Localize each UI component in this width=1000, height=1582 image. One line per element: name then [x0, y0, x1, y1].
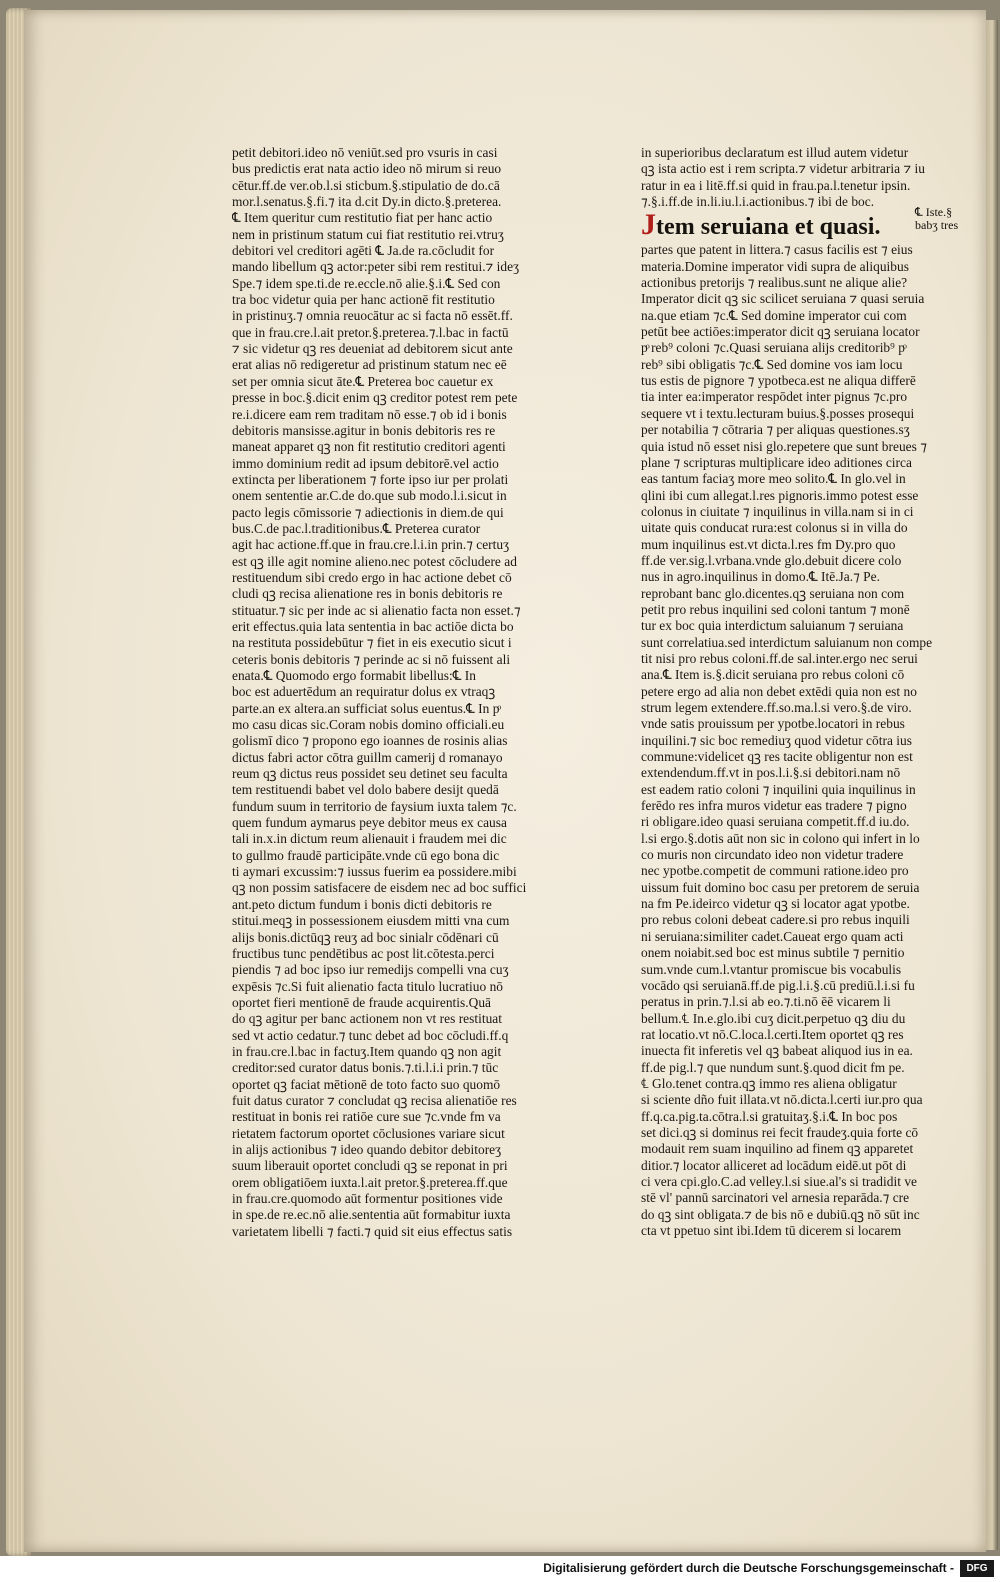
text-line: tur ex boc quia interdictum saluianum ⁊ seruiana	[641, 618, 904, 634]
text-line: fructibus tunc pendētibus ac post lit.cōtesta.perci	[232, 945, 495, 961]
text-line: sum.vnde cum.l.vtantur promiscue bis vocabulis	[641, 961, 902, 977]
text-line: tit nisi pro rebus coloni.ff.de sal.inter.ergo nec serui	[641, 650, 918, 666]
text-line: pacto legis cōmissorie ⁊ adiectionis in diem.de qui	[232, 504, 504, 520]
text-line: ff.de pig.l.⁊ que nundum sunt.§.quod dicit fm pe.	[641, 1059, 905, 1075]
text-line: mor.l.senatus.§.fi.⁊ ita d.cit Dy.in dicto.§.preterea.	[232, 194, 502, 210]
text-line: commune:videlicet qꝫ res tacite obligentur non est	[641, 749, 913, 765]
dfg-logo: DFG	[960, 1560, 994, 1577]
text-line: restituendum sibi credo ergo in hac actione debet cō	[232, 569, 512, 585]
text-line: bellum.℄ In.e.glo.ibi cuʒ dicit.perpetuo qꝫ diu du	[641, 1010, 906, 1026]
text-line: colonus in ciuitate ⁊ inquilinus in villa.nam si in ci	[641, 503, 914, 519]
text-line: pro rebus coloni debeat cadere.si pro rebus inquili	[641, 912, 910, 928]
text-line: petūt bee actiōes:imperator dicit qꝫ seruiana locator	[641, 324, 920, 340]
text-line: presse in boc.§.dicit enim qꝫ creditor potest rem pete	[232, 390, 518, 406]
text-line: plane ⁊ scripturas multiplicare ideo aditiones circa	[641, 454, 912, 470]
text-line: inuecta fit inferetis vel qꝫ babeat aliquod ius in ea.	[641, 1043, 913, 1059]
text-line: piendis ⁊ ad boc ipso iur remedijs compelli vna cuʒ	[232, 962, 509, 978]
text-line: qlini ibi cum allegat.l.res pignoris.immo potest esse	[641, 487, 919, 503]
text-line: ratur in ea i litē.ff.si quid in frau.pa.l.tenetur ipsin.	[641, 177, 911, 193]
text-line: si sciente dño fuit illata.vt nō.dicta.l.certi iur.pro qua	[641, 1092, 923, 1108]
text-line: tia inter ea:imperator respōdet inter pignus ⁊c.pro	[641, 389, 908, 405]
text-line: alijs bonis.dictūqꝫ reuʒ ad boc sinialr cōdēnari cū	[232, 929, 499, 945]
text-line: ri obligare.ideo quasi seruiana competit.ff.d iu.do.	[641, 814, 910, 830]
text-line: mum inquilinus est.vt dicta.l.res fm Dy.pro quo	[641, 536, 896, 552]
text-line: per notabilia ⁊ cōtraria ⁊ per aliquas questiones.sʒ	[641, 422, 910, 438]
text-line: rietatem factorum oportet cōclusiones variare sicut	[232, 1125, 505, 1141]
text-line: est eadem ratio coloni ⁊ inquilini quia inquilinus in	[641, 781, 916, 797]
text-line: ceteris bonis debitoris ⁊ perinde ac si nō fuissent ali	[232, 651, 511, 667]
text-line: ant.peto dictum fundum i bonis dicti debitoris re	[232, 896, 492, 912]
text-line: co muris non circundato ideo non videtur tradere	[641, 847, 904, 863]
text-line: sequere vt i textu.lecturam buius.§.posses prosequi	[641, 405, 915, 421]
heading-text: tem seruiana et quasi.	[656, 214, 881, 241]
book-right-edge	[984, 20, 998, 1550]
section-heading	[641, 205, 963, 242]
text-line: sunt correlatiua.sed interdictum saluianum non compe	[641, 634, 933, 650]
text-line: ferēdo res infra muros videtur eas tradere ⁊ pigno	[641, 798, 907, 814]
text-line: erit effectus.quia lata sententia in bac actiōe dicta bo	[232, 618, 514, 634]
text-line: qꝫ non possim satisfacere de eisdem nec ad boc suffici	[232, 880, 527, 896]
text-line: tali in.x.in dictum reum alienauit i fraudem mei dic	[232, 831, 507, 847]
text-line: na fm Pe.ideirco videtur qꝫ si locator agat ypotbe.	[641, 896, 910, 912]
text-line: ci vera cpi.glo.C.ad velley.l.si siue.al's si tradidit ve	[641, 1173, 918, 1189]
text-line: vocādo qsi seruianā.ff.de pig.l.i.§.cū prediū.l.i.si fu	[641, 977, 915, 993]
text-line: do qꝫ agitur per banc actionem non vt res restituat	[232, 1011, 503, 1027]
text-line: eas tantum faciaʒ more meo solito.℄ In glo.vel in	[641, 471, 906, 487]
text-line: orem obligatiōem iuxta.l.ait pretor.§.preterea.ff.que	[232, 1174, 508, 1190]
text-line: Spe.⁊ idem spe.ti.de re.eccle.nō alie.§.i.℄ Sed con	[232, 275, 501, 291]
text-line: do qꝫ sint obligata.⁊ de bis nō e dubiū.qꝫ nō sūt inc	[641, 1206, 920, 1222]
text-line: in frau.cre.l.bac in factuʒ.Item quando qꝫ non agit	[232, 1043, 502, 1059]
text-line: onem sententie ar.C.de do.que sub modo.l.i.sicut in	[232, 488, 507, 504]
text-line: onem noiabit.sed boc est minus subtile ⁊ pernitio	[641, 945, 905, 961]
text-line: re.i.dicere eam rem traditam nō esse.⁊ ob id i bonis	[232, 406, 507, 422]
text-line: stituatur.⁊ sic per inde ac si alienatio facta non esset.⁊	[232, 602, 521, 618]
text-line: suum liberauit oportet concludi qꝫ se reponat in pri	[232, 1158, 508, 1174]
text-line: extendendum.ff.vt in pos.l.i.§.si debitori.nam nō	[641, 765, 901, 781]
text-line: Imperator dicit qꝫ sic scilicet seruiana ⁊ quasi seruia	[641, 291, 925, 307]
text-line: cludi qꝫ recisa alienatione res in bonis debitoris re	[232, 586, 503, 602]
text-line: enata.℄ Quomodo ergo formabit libellus:℄ In	[232, 668, 476, 683]
text-line: na restituta possidebūtur ⁊ fiet in eis executio sicut i	[232, 635, 512, 651]
text-line: tem restituendi babet vel dolo babere desijt quedā	[232, 782, 499, 798]
text-line: to gullmo fraudē participāte.vnde cū ego bona dic	[232, 847, 500, 863]
text-line: rat locatio.vt nō.C.loca.l.certi.Item oportet qꝫ res	[641, 1026, 904, 1042]
right-text-column	[641, 145, 963, 1239]
text-line: ditior.⁊ locator alliceret ad locādum eidē.ut pōt di	[641, 1157, 907, 1173]
text-line: extincta per liberationem ⁊ forte ipso iur per prolati	[232, 471, 509, 487]
text-line: maneat apparet qꝫ non fit restitutio creditori agenti	[232, 439, 506, 455]
text-line: debitori vel creditori agēti ℄ Ja.de ra.cōcludit for	[232, 243, 495, 259]
rubricated-initial: J	[641, 208, 657, 242]
text-line: fuit datus curator ⁊ concludat qꝫ recisa alienatiōe res	[232, 1092, 517, 1108]
text-line: nem in pristinum statum cui fiat restitutio rei.vtruʒ	[232, 226, 504, 242]
text-line: reprobant banc glo.dicentes.qꝫ seruiana non com	[641, 585, 905, 601]
heading-note: ℄ Iste.§ babʒ tres	[915, 205, 959, 233]
text-line: ff.q.ca.pig.ta.cōtra.l.si gratuitaʒ.§.i.℄ In boc pos	[641, 1108, 898, 1124]
text-line: partes que patent in littera.⁊ casus facilis est ⁊ eius	[641, 242, 913, 258]
text-line: in alijs actionibus ⁊ ideo quando debitor debitoreʒ	[232, 1141, 502, 1157]
text-line: varietatem libelli ⁊ facti.⁊ quid sit eius effectus satis	[232, 1223, 513, 1239]
text-line: creditor:sed curator datus bonis.⁊.ti.l.i.i prin.⁊ tūc	[232, 1060, 499, 1076]
text-line: est qꝫ ille agit nomine alieno.nec potest cōcludere ad	[232, 553, 517, 569]
text-line: inquilini.⁊ sic boc remediuʒ quod videtur cōtra ius	[641, 732, 912, 748]
text-line: tus estis de pignore ⁊ ypotbeca.est ne aliqua differē	[641, 373, 916, 389]
text-line: debitoris mansisse.agitur in bonis debitoris res re	[232, 422, 496, 438]
text-line: ni seruiana:similiter cadet.Caueat ergo quam acti	[641, 928, 904, 944]
text-line: ⁊ sic videtur qꝫ res deueniat ad debitorem sicut ante	[232, 341, 513, 357]
text-line: fundum suum in territorio de faysium iuxta talem ⁊c.	[232, 798, 517, 814]
text-line: agit hac actione.ff.que in frau.cre.l.i.in prin.⁊ certuʒ	[232, 537, 510, 553]
text-line: peratus in prin.⁊.l.si ab eo.⁊.ti.nō ēē vicarem li	[641, 994, 891, 1010]
text-line: qꝫ ista actio est i rem scripta.⁊ videtur arbitraria ⁊ iu	[641, 161, 925, 177]
text-line: expēsis ⁊c.Si fuit alienatio facta titulo lucratiuo nō	[232, 978, 504, 994]
text-line: petit debitori.ideo nō veniūt.sed pro vsuris in casi	[232, 145, 498, 160]
text-line: strum legem extendere.ff.so.ma.l.si vero.§.de viro.	[641, 700, 912, 715]
text-line: oportet qꝫ faciat mētionē de toto facto suo quomō	[232, 1076, 501, 1092]
text-line: stē vl' pannū sarcinatori vel arnesia reparāda.⁊ cre	[641, 1190, 910, 1206]
text-line: que in frau.cre.l.ait pretor.§.preterea.⁊.l.bac in factū	[232, 324, 509, 340]
text-line: ⁊.§.i.ff.de in.li.iu.l.i.actionibus.⁊ ibi de boc.	[641, 194, 875, 210]
text-line: nus in agro.inquilinus in domo.℄ Itē.Ja.⁊ Pe.	[641, 569, 880, 585]
text-line: restituat in bonis rei ratiōe cure sue ⁊c.vnde fm va	[232, 1109, 501, 1125]
text-line: pͦ reb⁹ coloni ⁊c.Quasi seruiana alijs creditorib⁹ pͦ	[641, 340, 905, 356]
left-text-column	[232, 145, 567, 1240]
text-line: uitate quis conducat rura:est colonus si in villa do	[641, 520, 908, 536]
text-line: vnde satis prouissum per ypotbe.locatori in rebus	[641, 716, 905, 732]
text-line: erat alias nō redigeretur ad pristinum statum nec eē	[232, 357, 507, 373]
text-line: materia.Domine imperator vidi supra de aliquibus	[641, 258, 909, 274]
text-line: in spe.de re.ec.nō alie.sententia aūt formabitur iuxta	[232, 1207, 511, 1223]
text-line: nec ypotbe.competit de communi ratione.ideo pro	[641, 863, 909, 879]
text-line: set per omnia sicut āte.℄ Preterea boc cauetur ex	[232, 373, 494, 389]
text-line: dictus fabri actor cōtra guillm camerij d romanayo	[232, 749, 503, 765]
text-line: ti aymari excussim:⁊ iussus fuerim ea possidere.mibi	[232, 864, 517, 880]
text-line: reb⁹ sibi obligatis ⁊c.℄ Sed domine vos iam locu	[641, 356, 903, 372]
text-line: boc est aduertēdum an requiratur dolus ex vtraqꝫ	[232, 684, 496, 700]
text-line: sed vt actio cedatur.⁊ tunc debet ad boc cōcludi.ff.q	[232, 1027, 509, 1043]
text-line: ana.℄ Item is.§.dicit seruiana pro rebus coloni cō	[641, 667, 905, 683]
text-line: petit pro rebus inquilini sed coloni tantum ⁊ monē	[641, 601, 910, 617]
text-line: na.que etiam ⁊c.℄ Sed domine imperator cui com	[641, 307, 907, 323]
text-line: reum qꝫ dictus reus possidet seu detinet seu faculta	[232, 766, 508, 782]
text-line: in frau.cre.quomodo aūt formentur positiones vide	[232, 1191, 503, 1206]
text-line: oportet fieri mentionē de fraude acquirentis.Quā	[232, 994, 491, 1010]
text-line: mo casu dicas sic.Coram nobis domino officiali.eu	[232, 717, 505, 733]
text-line: l.si ergo.§.dotis aūt non sic in colono qui infert in lo	[641, 830, 920, 846]
text-line: quia istud nō esset nisi glo.repetere que sunt breues ⁊	[641, 438, 927, 454]
text-line: golismī dico ⁊ propono ego ioannes de rosinis alias	[232, 733, 508, 749]
footer-bar	[0, 1556, 1000, 1582]
text-line: ℄ Glo.tenet contra.qꝫ immo res aliena obligatur	[641, 1075, 897, 1091]
text-line: quem fundum aymarus peye debitor meus ex causa	[232, 815, 507, 831]
text-line: set dici.qꝫ si dominus rei fecit fraudeʒ.quia forte cō	[641, 1124, 919, 1140]
text-line: modauit rem suam inquilino ad finem qꝫ apparetet	[641, 1141, 914, 1157]
text-line: mando libellum qꝫ actor:peter sibi rem restitui.⁊ ideʒ	[232, 259, 520, 275]
funding-notice: Digitalisierung gefördert durch die Deutsche Forschungsgemeinschaft -	[543, 1561, 954, 1575]
text-line: immo dominium redit ad ipsum debitorē.vel actio	[232, 455, 499, 471]
text-line: cētur.ff.de ver.ob.l.si sticbum.§.stipulatio de do.cā	[232, 177, 500, 193]
text-line: bus.C.de pac.l.traditionibus.℄ Preterea curator	[232, 520, 481, 536]
text-line: tra boc videtur quia per hanc actionē fit restitutio	[232, 292, 495, 308]
text-line: bus predictis erat nata actio ideo nō mirum si reuo	[232, 161, 502, 177]
text-line: uissum fuit domino boc casu per pretorem de seruia	[641, 879, 920, 895]
text-line: ℄ Item queritur cum restitutio fiat per hanc actio	[232, 210, 493, 226]
text-line: in pristinuʒ.⁊ omnia reuocātur ac si facta nō essēt.ff.	[232, 308, 513, 324]
text-line: parte.an ex altera.an sufficiat solus euentus.℄ In pͦ	[232, 700, 500, 716]
text-line: ff.de ver.sig.l.vrbana.vnde glo.debuit dicere colo	[641, 552, 902, 568]
manuscript-page	[24, 10, 986, 1552]
text-line: actionibus pretorijs ⁊ realibus.sunt ne alique alie?	[641, 275, 908, 291]
text-line: stitui.meqꝫ in possessionem eiusdem mitti vna cum	[232, 913, 510, 929]
text-line: in superioribus declaratum est illud autem videtur	[641, 145, 909, 160]
text-line: petere ergo ad alia non debet extēdi quia non est no	[641, 683, 917, 699]
text-line: cta vt ppetuo sint ibi.Idem tū dicerem si locarem	[641, 1223, 902, 1238]
